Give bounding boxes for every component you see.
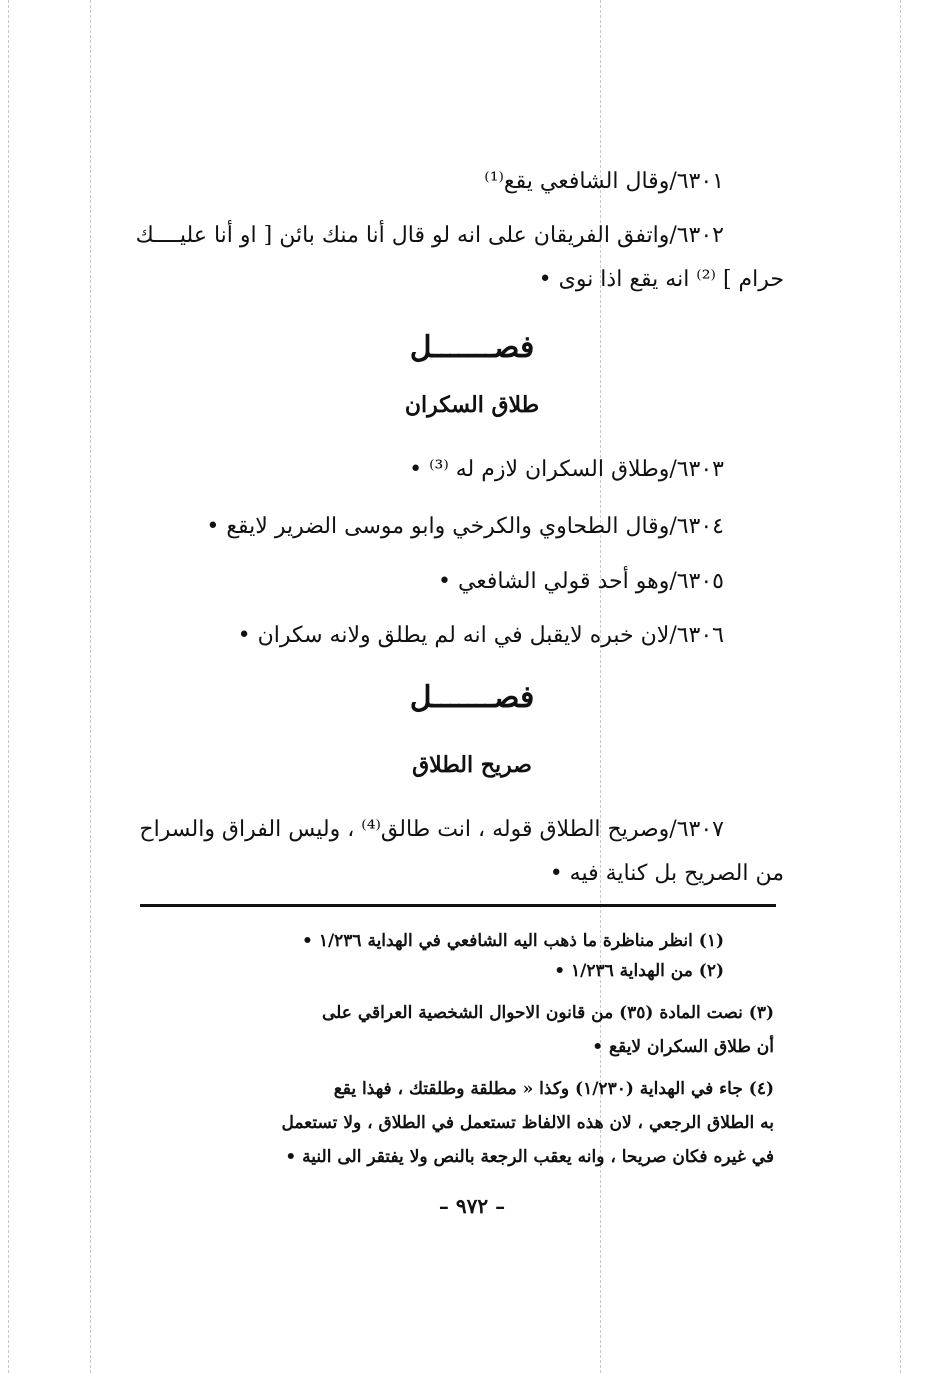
footnote-line: (٤) جاء في الهداية (١/٢٣٠) وكذا « مطلقة وطلقتك ، فهذا يقع [333, 1079, 774, 1099]
footnote-line: أن طلاق السكران لايقع • [592, 1037, 774, 1057]
footnote-line: (١) انظر مناظرة ما ذهب اليه الشافعي في الهداية ١/٢٣٦ • [302, 931, 724, 951]
footnote-line: به الطلاق الرجعي ، لان هذه الالفاظ تستعمل في الطلاق ، ولا تستعمل [281, 1113, 774, 1133]
footnote-line: (٣) نصت المادة (٣٥) من قانون الاحوال الشخصية العراقي على [321, 1003, 774, 1023]
paragraph-6304 [206, 505, 724, 549]
paragraph-6302 [135, 214, 784, 302]
section-heading: فصـــــــل [409, 330, 535, 365]
paragraph-6306 [238, 614, 724, 658]
paragraph-6305 [438, 560, 724, 604]
page-number: – ٩٧٢ – [438, 1194, 506, 1218]
paragraph-line: ٦٣٠٢/واتفق الفريقان على انه لو قال أنا منك بائن [ او أنا عليــــك [135, 223, 724, 248]
paragraph-6301 [484, 160, 724, 204]
paragraph-line: ٦٣٠٣/وطلاق السكران لازم له ⁽³⁾ • [409, 457, 724, 482]
footnote-4 [281, 1072, 774, 1174]
paragraph-6307 [139, 808, 784, 896]
section-title: طلاق السكران [404, 392, 540, 418]
paragraph-line: ٦٣٠١/وقال الشافعي يقع⁽¹⁾ [484, 169, 724, 194]
footnote-line: في غيره فكان صريحا ، وانه يعقب الرجعة بالنص ولا يفتقر الى النية • [285, 1147, 774, 1167]
section-heading: فصـــــــل [409, 680, 535, 715]
paragraph-line: ٦٣٠٤/وقال الطحاوي والكرخي وابو موسى الضرير لايقع • [206, 514, 724, 539]
footnote-3 [322, 996, 774, 1064]
footnote-line: (٢) من الهداية ١/٢٣٦ • [554, 961, 724, 981]
paragraph-line: ٦٣٠٦/لان خبره لايقبل في انه لم يطلق ولانه سكران • [237, 623, 724, 648]
paragraph-6303 [409, 448, 724, 492]
paragraph-line: حرام ] ⁽²⁾ انه يقع اذا نوى • [538, 267, 784, 292]
footnote-2 [554, 954, 724, 988]
paragraph-line: ٦٣٠٥/وهو أحد قولي الشافعي • [437, 569, 724, 594]
paragraph-line: ٦٣٠٧/وصريح الطلاق قوله ، انت طالق⁽⁴⁾ ، وليس الفراق والسراح [139, 817, 724, 842]
section-title: صريح الطلاق [412, 752, 532, 778]
footnote-separator [140, 904, 776, 907]
footnote-1 [302, 924, 724, 958]
paragraph-line: من الصريح بل كناية فيه • [549, 861, 784, 886]
